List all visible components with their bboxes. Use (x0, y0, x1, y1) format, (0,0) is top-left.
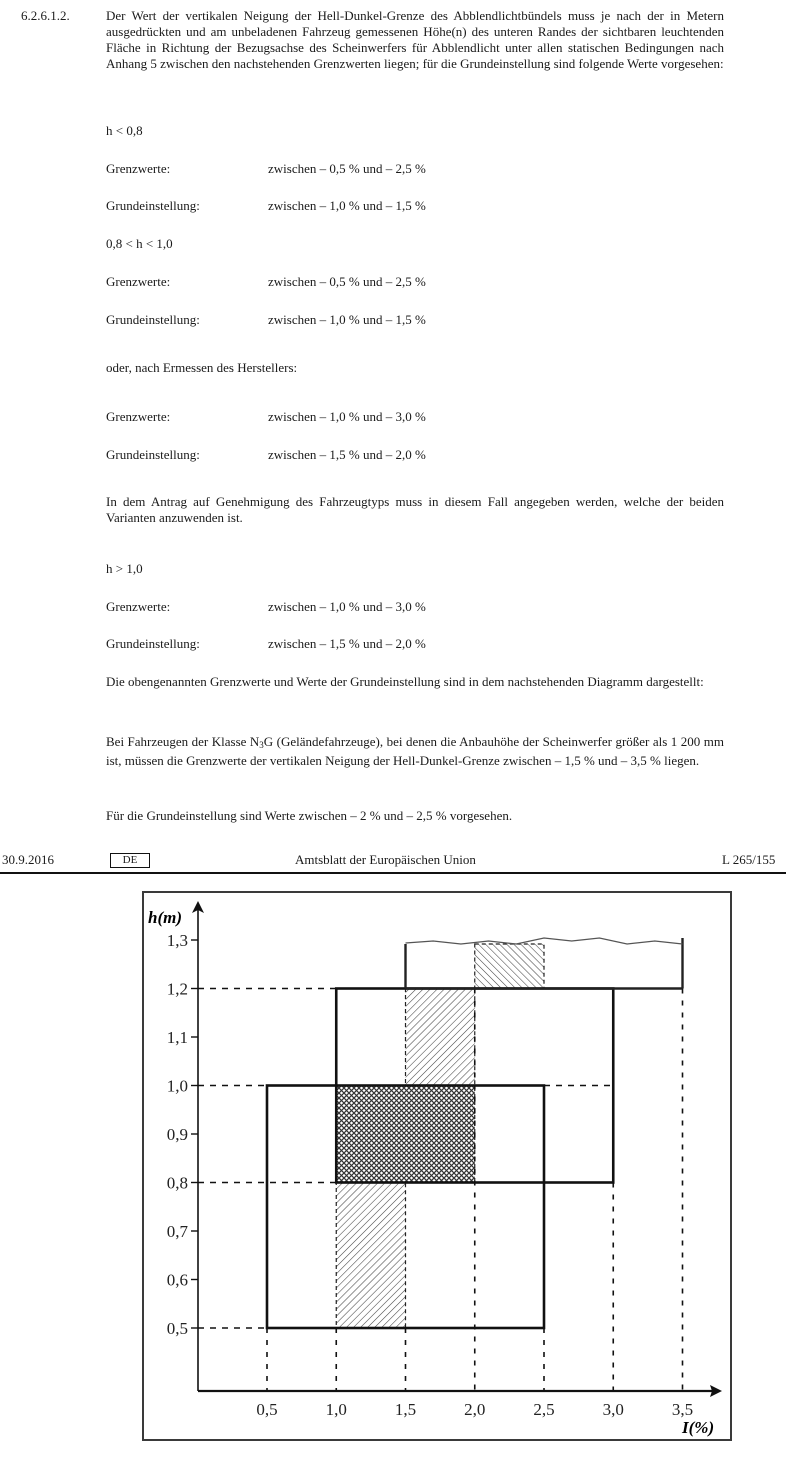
y-tick-label: 1,2 (166, 979, 188, 999)
limits-label: Grenzwerte: (106, 409, 171, 424)
n3g-initial-note: Für die Grundeinstellung sind Werte zwischen – 2 % und – 2,5 % vorgesehen. (106, 808, 513, 823)
initial-value: zwischen – 1,5 % und – 2,0 % (268, 447, 426, 462)
limits-value: zwischen – 0,5 % und – 2,5 % (268, 161, 426, 176)
n3g-note (106, 734, 724, 769)
y-tick-label: 0,9 (166, 1125, 188, 1144)
limits-value: zwischen – 1,0 % und – 3,0 % (268, 409, 426, 424)
n3g-note-text-a: Bei Fahrzeugen der Klasse N (106, 734, 260, 749)
break-line (406, 938, 683, 944)
n3g-note-text-b: G (Geländefahrzeuge), bei denen die Anbauhöhe der Scheinwerfer größer als 1 200 mm ist, müssen die Grenzwerte der vertikalen Neigung der Hell-Dunkel-Grenze zwischen – 1,5 % und – 3,5 % liegen. (106, 734, 724, 768)
diagram-note: Die obengenannten Grenzwerte und Werte der Grundeinstellung sind in dem nachstehenden Diagramm dargestellt: (106, 674, 704, 689)
footer-page-ref: L 265/155 (722, 852, 776, 867)
x-tick-label: 3,0 (602, 1400, 624, 1419)
case-condition: h > 1,0 (106, 561, 143, 576)
section-number: 6.2.6.1.2. (21, 8, 70, 23)
x-tick-label: 1,0 (325, 1400, 347, 1419)
x-axis-label: I(%) (682, 1418, 715, 1437)
y-tick-label: 1,3 (166, 931, 188, 950)
limits-label: Grenzwerte: (106, 161, 171, 176)
y-tick-label: 0,7 (166, 1222, 188, 1241)
footer-date: 30.9.2016 (2, 852, 54, 867)
application-note: In dem Antrag auf Genehmigung des Fahrzeugtyps muss in diesem Fall angegeben werden, welche der beiden Varianten anzuwenden ist. (106, 494, 724, 525)
y-tick-label: 1,0 (166, 1076, 188, 1096)
initial-setting-area (336, 1183, 405, 1329)
footer-language-box: DE (110, 853, 150, 868)
footer-publication: Amtsblatt der Europäischen Union (295, 852, 476, 867)
y-tick-label: 1,1 (166, 1028, 188, 1047)
y-tick-label: 0,8 (166, 1173, 188, 1193)
initial-label: Grundeinstellung: (106, 447, 200, 462)
limits-label: Grenzwerte: (106, 599, 171, 614)
x-tick-label: 3,5 (671, 1400, 694, 1419)
case-condition: h < 0,8 (106, 123, 143, 138)
x-tick-label: 2,0 (464, 1400, 486, 1419)
initial-value: zwischen – 1,5 % und – 2,0 % (268, 636, 426, 651)
limits-value: zwischen – 1,0 % und – 3,0 % (268, 599, 426, 614)
headlamp-inclination-diagram (144, 893, 730, 1439)
initial-setting-area (406, 989, 475, 1086)
initial-label: Grundeinstellung: (106, 636, 200, 651)
x-tick-label: 1,5 (394, 1400, 417, 1419)
initial-value: zwischen – 1,0 % und – 1,5 % (268, 312, 426, 327)
alternative-condition: oder, nach Ermessen des Herstellers: (106, 360, 298, 375)
initial-setting-area (475, 944, 544, 989)
n3g-note-subscript: 3 (259, 740, 264, 750)
initial-setting-area (336, 1086, 475, 1183)
initial-label: Grundeinstellung: (106, 198, 200, 213)
y-tick-label: 0,6 (166, 1270, 188, 1290)
case-condition: 0,8 < h < 1,0 (106, 236, 173, 251)
initial-value: zwischen – 1,0 % und – 1,5 % (268, 198, 426, 213)
limits-value: zwischen – 0,5 % und – 2,5 % (268, 274, 426, 289)
x-tick-label: 2,5 (533, 1400, 555, 1419)
section-intro: Der Wert der vertikalen Neigung der Hell-Dunkel-Grenze des Abblendlichtbündels muss je nach der in Metern ausgedrückten und am unbeladenen Fahrzeug gemessenen Höhe(n) des unteren Randes der sichtbaren leuchtenden Fläche in Richtung der Bezugsachse des Scheinwerfers für Abblendlicht unter allen statischen Bedingungen nach Anhang 5 zwischen den nachstehenden Grenzwerten liegen; für die Grundeinstellung sind folgende Werte vorgesehen: (106, 8, 724, 71)
limits-label: Grenzwerte: (106, 274, 171, 289)
initial-label: Grundeinstellung: (106, 312, 200, 327)
diagram-frame (142, 891, 732, 1441)
footer-rule (0, 872, 786, 874)
x-tick-label: 0,5 (256, 1400, 278, 1419)
y-axis-label: h(m) (148, 908, 182, 927)
y-tick-label: 0,5 (166, 1319, 188, 1338)
